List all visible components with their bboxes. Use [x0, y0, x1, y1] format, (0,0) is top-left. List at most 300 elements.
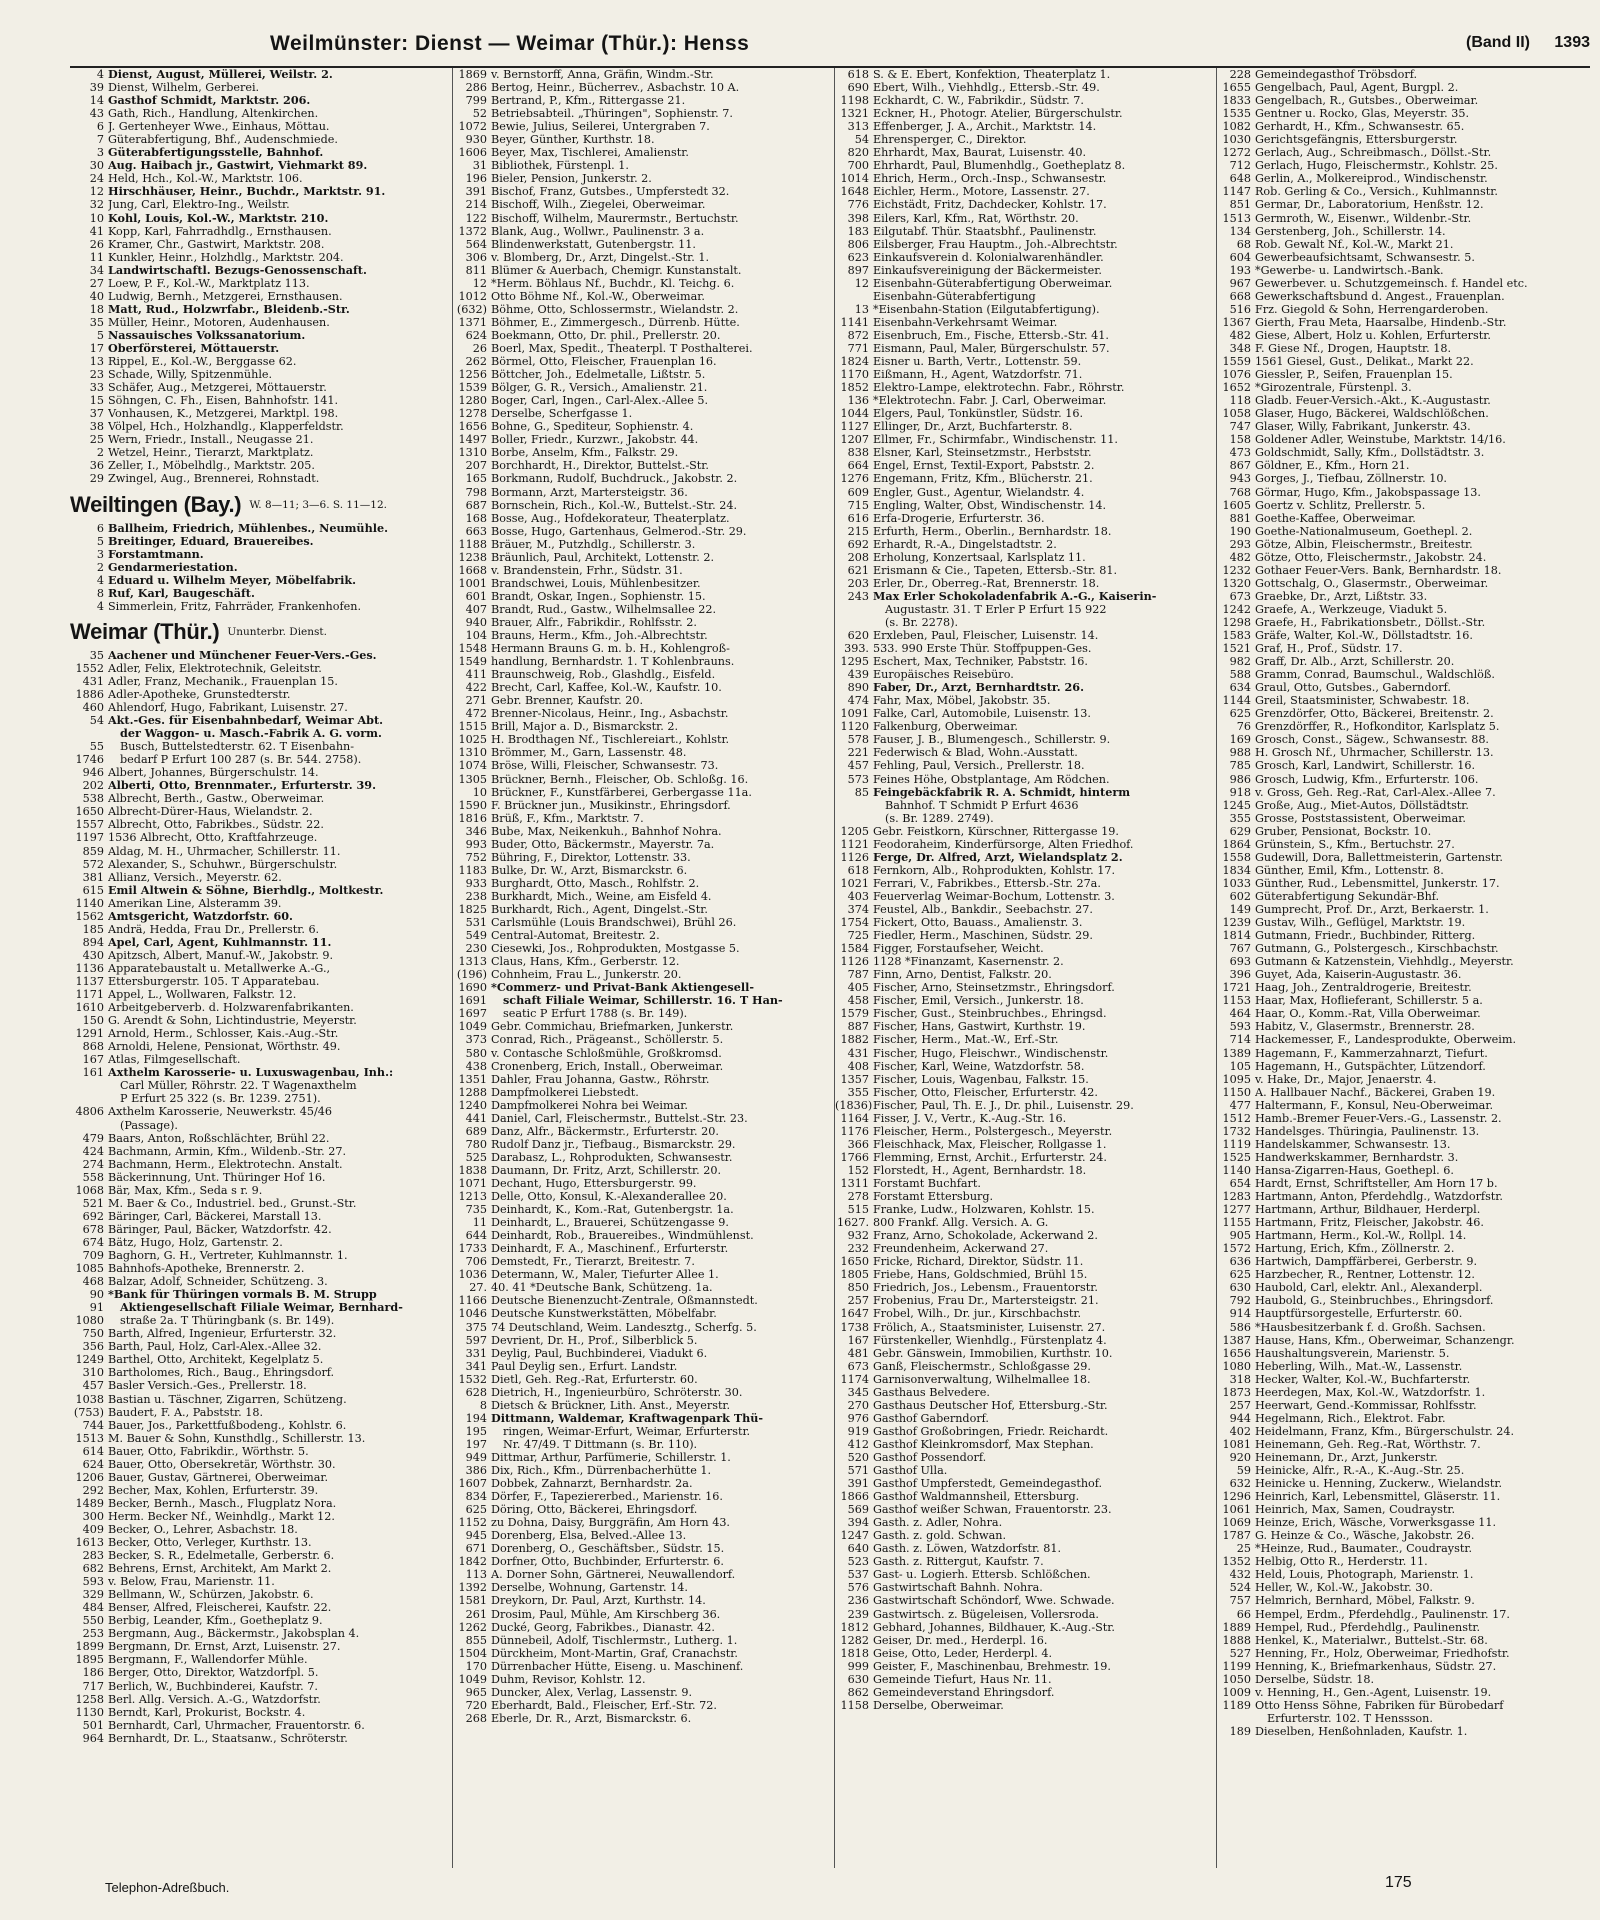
subscriber-text: v. Below, Frau, Marienstr. 11. [108, 1575, 275, 1589]
telephone-number: 34 [89, 263, 104, 277]
subscriber-text: Germroth, W., Eisenwr., Wildenbr.-Str. [1255, 211, 1472, 225]
subscriber-text: Kramer, Chr., Gastwirt, Marktstr. 208. [108, 237, 325, 251]
directory-entry [835, 525, 1207, 538]
directory-entry [1217, 838, 1589, 851]
telephone-number: 1298 [1222, 615, 1251, 629]
section-place-name: Weiltingen (Bay.) [70, 491, 242, 517]
directory-entry [835, 1020, 1207, 1033]
directory-entry [70, 1236, 442, 1249]
telephone-number: 625 [465, 1503, 487, 1517]
subscriber-text: Daumann, Dr. Fritz, Arzt, Schillerstr. 20. [491, 1163, 722, 1177]
directory-entry [1217, 1216, 1589, 1229]
directory-entry-continuation [453, 1438, 825, 1451]
telephone-number: 431 [847, 1046, 869, 1060]
telephone-number: 690 [847, 81, 869, 95]
subscriber-text: Dechant, Hugo, Ettersburgerstr. 99. [491, 1176, 697, 1190]
subscriber-text: Baghorn, G. H., Vertreter, Kuhlmannstr. 1. [108, 1248, 348, 1262]
telephone-number: 1021 [840, 876, 869, 890]
directory-entry [70, 1549, 442, 1562]
telephone-number: 366 [847, 1137, 869, 1151]
telephone-number: 1668 [458, 563, 487, 577]
subscriber-text: Deinhardt, L., Brauerei, Schützengasse 9. [491, 1216, 729, 1230]
subscriber-text: Gasthof Großobringen, Friedr. Reichardt. [873, 1424, 1109, 1438]
directory-entry [835, 407, 1207, 420]
telephone-number: 30 [89, 159, 104, 173]
directory-entry [835, 1099, 1207, 1112]
telephone-number: 609 [847, 485, 869, 499]
subscriber-text: Gengelbach, Paul, Agent, Burgpl. 2. [1255, 81, 1459, 95]
directory-entry [835, 1307, 1207, 1320]
directory-entry [453, 368, 825, 381]
directory-entry [1217, 499, 1589, 512]
telephone-number: 930 [465, 133, 487, 147]
directory-entry [70, 988, 442, 1001]
subscriber-text: A. Hallbauer Nachf., Bäckerei, Graben 19. [1255, 1085, 1496, 1099]
subscriber-text: Max Erler Schokoladenfabrik A.-G., Kaiserin- [873, 589, 1157, 603]
subscriber-text: Gebr. Brenner, Kaufstr. 20. [491, 694, 644, 708]
directory-entry [70, 81, 442, 94]
subscriber-text: Otto Henss Söhne, Fabriken für Bürobedarf [1255, 1698, 1504, 1712]
subscriber-text: Devrient, Dr. H., Prof., Silberblick 5. [491, 1333, 698, 1347]
directory-entry [70, 688, 442, 701]
telephone-number: 1581 [458, 1594, 487, 1608]
telephone-number: (196) [456, 968, 487, 982]
directory-entry [835, 329, 1207, 342]
telephone-number: 1140 [1222, 1163, 1251, 1177]
subscriber-text: Gastwirtsch. z. Bügeleisen, Vollersroda. [873, 1607, 1099, 1621]
directory-entry [1217, 1568, 1589, 1581]
directory-entry [70, 1340, 442, 1353]
directory-entry [1217, 1334, 1589, 1347]
subscriber-text: Gladb. Feuer-Versich.-Akt., K.-Augustastr. [1255, 394, 1491, 408]
subscriber-text: Vonhausen, K., Metzgerei, Marktpl. 198. [108, 407, 339, 421]
telephone-number: 806 [847, 237, 869, 251]
directory-entry [835, 1699, 1207, 1712]
subscriber-text: Gutmann, Friedr., Buchbinder, Ritterg. [1255, 929, 1476, 943]
directory-entry [70, 871, 442, 884]
directory-entry [453, 1529, 825, 1542]
telephone-number: 940 [465, 615, 487, 629]
subscriber-text: Gerlach, Aug., Schreibmasch., Döllst.-Str. [1255, 146, 1492, 160]
telephone-number: 66 [1236, 1607, 1251, 1621]
telephone-number: 1579 [840, 1007, 869, 1021]
directory-entry [70, 472, 442, 485]
subscriber-text: Geiser, Dr. med., Herderpl. 16. [873, 1633, 1048, 1647]
telephone-number: 76 [1236, 720, 1251, 734]
telephone-number: 692 [82, 1209, 104, 1223]
telephone-number: 586 [1229, 1320, 1251, 1334]
directory-entry [1217, 1321, 1589, 1334]
directory-entry [453, 1594, 825, 1607]
directory-entry [453, 955, 825, 968]
directory-entry [70, 1327, 442, 1340]
telephone-number: 1895 [75, 1653, 104, 1667]
subscriber-text: F. Brückner jun., Musikinstr., Ehringsdorf. [491, 798, 731, 812]
directory-entry [453, 773, 825, 786]
telephone-number: 196 [465, 172, 487, 186]
telephone-number: 1583 [1222, 629, 1251, 643]
directory-entry [1217, 1660, 1589, 1673]
telephone-number: 6 [96, 521, 104, 535]
directory-entry [453, 825, 825, 838]
directory-entry [70, 662, 442, 675]
directory-entry [1217, 1242, 1589, 1255]
directory-entry [1217, 146, 1589, 159]
directory-entry [453, 590, 825, 603]
telephone-number: 1127 [840, 420, 869, 434]
telephone-number [835, 812, 873, 825]
subscriber-text: Bachmann, Armin, Kfm., Wildenb.-Str. 27. [108, 1144, 346, 1158]
subscriber-text: Braunschweig, Rob., Glashdlg., Eisfeld. [491, 668, 716, 682]
subscriber-text: 800 Frankf. Allg. Versich. A. G. [873, 1216, 1049, 1230]
subscriber-text: Fürstenkeller, Wienhdlg., Fürstenplatz 4. [873, 1333, 1107, 1347]
directory-entry [835, 133, 1207, 146]
directory-entry [1217, 955, 1589, 968]
subscriber-text: Wern, Friedr., Install., Neugasse 21. [108, 433, 314, 447]
subscriber-text: Held, Louis, Photograph, Marienstr. 1. [1255, 1568, 1474, 1582]
telephone-number: (1836) [835, 1098, 873, 1112]
telephone-number: 636 [1229, 1255, 1251, 1269]
directory-entry [70, 1288, 442, 1301]
subscriber-text: Müller, Heinr., Motoren, Audenhausen. [108, 315, 330, 329]
directory-entry [835, 94, 1207, 107]
telephone-number: 4806 [75, 1105, 104, 1119]
subscriber-text: Gasth. z. Adler, Nohra. [873, 1516, 1003, 1530]
telephone-number: 257 [847, 1294, 869, 1308]
telephone-number: 640 [847, 1542, 869, 1556]
telephone-number: 457 [82, 1379, 104, 1393]
subscriber-text: Ehrensperger, C., Direktor. [873, 133, 1027, 147]
telephone-number: 1030 [1222, 133, 1251, 147]
telephone-number: 1050 [1222, 1672, 1251, 1686]
subscriber-text: Harzbecher, R., Rentner, Lottenstr. 12. [1255, 1268, 1475, 1282]
subscriber-text: Betriebsabteil. „Thüringen", Sophienstr. 7. [491, 107, 733, 121]
telephone-number: 615 [82, 883, 104, 897]
subscriber-text: Beyer, Günther, Kurthstr. 18. [491, 133, 655, 147]
directory-entry [835, 746, 1207, 759]
telephone-number: 604 [1229, 250, 1251, 264]
telephone-number: 27 [89, 276, 104, 290]
directory-entry [70, 1132, 442, 1145]
subscriber-text: Europäisches Reisebüro. [873, 668, 1014, 682]
telephone-number: 776 [847, 198, 869, 212]
subscriber-text: Goldener Adler, Weinstube, Marktstr. 14/16. [1255, 433, 1506, 447]
subscriber-text: Eisenbahn-Güterabfertigung Oberweimar. [873, 276, 1113, 290]
subscriber-text: Rob. Gerling & Co., Versich., Kuhlmannstr. [1255, 185, 1498, 199]
telephone-number: 271 [465, 694, 487, 708]
telephone-number: (753) [73, 1405, 104, 1419]
directory-entry [453, 877, 825, 890]
subscriber-text: Bohne, G., Spediteur, Sophienstr. 4. [491, 420, 694, 434]
telephone-number: 1080 [1222, 1359, 1251, 1373]
directory-entry [1217, 733, 1589, 746]
subscriber-text: Handelskammer, Schwansestr. 13. [1255, 1137, 1451, 1151]
directory-entry [1217, 590, 1589, 603]
directory-entry [835, 264, 1207, 277]
subscriber-text: Dietl, Geh. Reg.-Rat, Erfurterstr. 60. [491, 1372, 698, 1386]
telephone-number: 1357 [840, 1072, 869, 1086]
subscriber-text: Heinemann, Dr., Arzt, Junkerstr. [1255, 1450, 1438, 1464]
subscriber-text: Hempel, Rud., Pferdehdlg., Paulinenstr. [1255, 1620, 1481, 1634]
telephone-number [70, 1119, 108, 1132]
telephone-number: 1158 [840, 1698, 869, 1712]
telephone-number: 1155 [1222, 1216, 1251, 1230]
subscriber-text: Dittmar, Arthur, Parfümerie, Schillerstr. 1. [491, 1450, 731, 1464]
directory-entry [70, 649, 442, 662]
subscriber-text: Gothaer Feuer-Vers. Bank, Bernhardstr. 18. [1255, 563, 1502, 577]
subscriber-text: Eisner u. Barth, Vertr., Lottenstr. 59. [873, 355, 1082, 369]
directory-entry [835, 394, 1207, 407]
subscriber-text: Ehrhardt, Max, Baurat, Luisenstr. 40. [873, 146, 1087, 160]
telephone-number: 1001 [458, 576, 487, 590]
directory-entry [835, 342, 1207, 355]
telephone-number: (632) [456, 302, 487, 316]
telephone-number: 25 [1236, 1542, 1251, 1556]
telephone-number: 1888 [1222, 1633, 1251, 1647]
telephone-number: 26 [89, 237, 104, 251]
subscriber-text: Hartwich, Dampffärberei, Gerberstr. 9. [1255, 1255, 1478, 1269]
telephone-number: 859 [82, 844, 104, 858]
telephone-number: 689 [465, 1124, 487, 1138]
page-header [70, 26, 1590, 68]
telephone-number: 38 [89, 420, 104, 434]
subscriber-text: Gruber, Pensionat, Bockstr. 10. [1255, 824, 1432, 838]
subscriber-text: *Commerz- und Privat-Bank Aktiengesell- [491, 981, 754, 995]
telephone-number: 1239 [1222, 916, 1251, 930]
subscriber-text: Hartmann, Fritz, Fleischer, Jakobstr. 46. [1255, 1216, 1484, 1230]
telephone-number: 1371 [458, 315, 487, 329]
subscriber-text: Freundenheim, Ackerwand 27. [873, 1242, 1049, 1256]
directory-entry [453, 499, 825, 512]
directory-entry [835, 277, 1207, 290]
directory-column-4 [1216, 68, 1589, 1868]
subscriber-text: Boger, Carl, Ingen., Carl-Alex.-Allee 5. [491, 394, 709, 408]
telephone-number: 1176 [840, 1124, 869, 1138]
telephone-number: 1213 [458, 1190, 487, 1204]
directory-entry [1217, 459, 1589, 472]
directory-entry [453, 446, 825, 459]
telephone-number: 1313 [458, 955, 487, 969]
directory-entry [453, 812, 825, 825]
telephone-number: 207 [465, 459, 487, 473]
directory-column-2 [452, 68, 825, 1868]
telephone-number: 7 [96, 133, 104, 147]
subscriber-text: Haar, Max, Hoflieferant, Schillerstr. 5 a. [1255, 994, 1483, 1008]
subscriber-text: Brill, Major a. D., Bismarckstr. 2. [491, 720, 679, 734]
directory-entry [70, 884, 442, 897]
subscriber-text: Erxleben, Paul, Fleischer, Luisenstr. 14. [873, 629, 1099, 643]
subscriber-text: Bulke, Dr. W., Arzt, Bismarckstr. 6. [491, 863, 688, 877]
subscriber-text: Gierth, Frau Meta, Haarsalbe, Hindenb.-Str. [1255, 315, 1507, 329]
directory-entry [1217, 355, 1589, 368]
directory-entry [835, 499, 1207, 512]
subscriber-text: Handwerkskammer, Bernhardstr. 3. [1255, 1150, 1459, 1164]
subscriber-text: Gustav, Wilh., Geflügel, Marktstr. 19. [1255, 916, 1466, 930]
telephone-number: 4 [96, 599, 104, 613]
directory-entry [1217, 746, 1589, 759]
directory-entry [835, 225, 1207, 238]
telephone-number: 1171 [75, 988, 104, 1002]
subscriber-text: Bischoff, Wilhelm, Maurermstr., Bertuchstr. [491, 211, 739, 225]
telephone-number: 54 [89, 714, 104, 728]
directory-entry [453, 1190, 825, 1203]
directory-entry [70, 1497, 442, 1510]
directory-entry [1217, 107, 1589, 120]
subscriber-text: Albrecht, Otto, Fabrikbes., Südstr. 22. [108, 818, 324, 832]
subscriber-text: Basler Versich.-Ges., Prellerstr. 18. [108, 1379, 307, 1393]
subscriber-text: Henning, K., Briefmarkenhaus, Südstr. 27. [1255, 1659, 1497, 1673]
subscriber-text: Ballheim, Friedrich, Mühlenbes., Neumühle. [108, 521, 388, 535]
directory-entry [453, 303, 825, 316]
directory-entry [835, 825, 1207, 838]
subscriber-text: Boller, Friedr., Kurzwr., Jakobstr. 44. [491, 433, 699, 447]
directory-entry [70, 975, 442, 988]
telephone-number: 944 [1229, 1411, 1251, 1425]
directory-entry [453, 838, 825, 851]
directory-entry [835, 1490, 1207, 1503]
directory-entry [835, 564, 1207, 577]
telephone-number: 616 [847, 511, 869, 525]
directory-entry [70, 845, 442, 858]
telephone-number: 473 [1229, 446, 1251, 460]
subscriber-text: Glaser, Hugo, Bäckerei, Waldschlößchen. [1255, 407, 1489, 421]
directory-entry [835, 1216, 1207, 1229]
telephone-number: 464 [1229, 1007, 1251, 1021]
telephone-number: 310 [82, 1366, 104, 1380]
directory-entry [453, 1360, 825, 1373]
telephone-number: 197 [465, 1437, 487, 1451]
subscriber-text: Helbig, Otto R., Herderstr. 11. [1255, 1555, 1428, 1569]
directory-entry [453, 159, 825, 172]
telephone-number: 1258 [75, 1692, 104, 1706]
subscriber-text: Ehrhardt, Paul, Blumenhdlg., Goetheplatz 8. [873, 159, 1126, 173]
telephone-number: 894 [82, 935, 104, 949]
directory-entry [835, 955, 1207, 968]
telephone-number: 1387 [1222, 1333, 1251, 1347]
subscriber-text: Oberförsterei, Möttauerstr. [108, 341, 280, 355]
telephone-number: 1242 [1222, 602, 1251, 616]
telephone-number: 1513 [1222, 211, 1251, 225]
subscriber-text: Gentner u. Rocko, Glas, Meyerstr. 35. [1255, 107, 1470, 121]
directory-entry [835, 1503, 1207, 1516]
directory-entry [70, 198, 442, 211]
subscriber-text: Central-Automat, Breitestr. 2. [491, 929, 660, 943]
directory-entry [453, 394, 825, 407]
directory-entry [70, 1562, 442, 1575]
telephone-number: 1549 [458, 655, 487, 669]
telephone-number: 1584 [840, 942, 869, 956]
directory-entry [70, 368, 442, 381]
subscriber-text: Kunkler, Heinr., Holzhdlg., Marktstr. 204. [108, 250, 344, 264]
subscriber-text: Arnoldi, Helene, Pensionat, Wörthstr. 49. [108, 1040, 341, 1054]
telephone-number: 1080 [75, 1314, 104, 1328]
subscriber-text: Engemann, Fritz, Kfm., Blücherstr. 21. [873, 472, 1093, 486]
telephone-number: 31 [472, 159, 487, 173]
telephone-number: 1068 [75, 1183, 104, 1197]
subscriber-text: Fleischer, Herm., Polstergesch., Meyerstr. [873, 1124, 1113, 1138]
directory-entry [70, 433, 442, 446]
subscriber-text: J. Gertenheyer Wwe., Einhaus, Möttau. [108, 120, 330, 134]
subscriber-text: v. Bernstorff, Anna, Gräfin, Windm.-Str. [491, 68, 714, 81]
telephone-number: 167 [847, 1333, 869, 1347]
telephone-number: 262 [465, 355, 487, 369]
directory-entry [1217, 1542, 1589, 1555]
telephone-number: 356 [82, 1340, 104, 1354]
directory-entry [1217, 1255, 1589, 1268]
directory-entry [453, 786, 825, 799]
subscriber-text: Berndt, Karl, Prokurist, Bockstr. 4. [108, 1705, 306, 1719]
telephone-number: 136 [847, 394, 869, 408]
directory-entry [453, 577, 825, 590]
directory-entry [70, 1445, 442, 1458]
subscriber-text: Brömmer, M., Garn, Lassenstr. 48. [491, 746, 687, 760]
directory-entry [453, 1503, 825, 1516]
subscriber-text: Frobenius, Frau Dr., Martersteigstr. 21. [873, 1294, 1099, 1308]
subscriber-text: Germar, Dr., Laboratorium, Henßstr. 12. [1255, 198, 1484, 212]
telephone-number: 654 [1229, 1176, 1251, 1190]
subscriber-text: M. Baer & Co., Industriel. bed., Grunst.-Str. [108, 1196, 357, 1210]
subscriber-text: Bieler, Pension, Junkerstr. 2. [491, 172, 652, 186]
subscriber-text: Arnold, Herm., Schlosser, Kais.-Aug.-Str. [108, 1027, 339, 1041]
telephone-number: 1276 [840, 472, 869, 486]
telephone-number: 1095 [1222, 1072, 1251, 1086]
directory-entry-continuation [70, 1079, 442, 1092]
subscriber-text: bedarf P Erfurt 100 287 (s. Br. 544. 2758). [120, 753, 362, 767]
telephone-number: 531 [465, 916, 487, 930]
subscriber-text: Eißmann, H., Agent, Watzdorfstr. 71. [873, 368, 1083, 382]
telephone-number: 122 [465, 211, 487, 225]
directory-entry [1217, 1073, 1589, 1086]
telephone-number: 3 [96, 547, 104, 561]
directory-entry [1217, 942, 1589, 955]
telephone-number: 1249 [75, 1353, 104, 1367]
telephone-number: 1144 [1222, 694, 1251, 708]
subscriber-text: Dix, Rich., Kfm., Dürrenbacherhütte 1. [491, 1464, 712, 1478]
directory-entry [1217, 1099, 1589, 1112]
directory-entry [453, 746, 825, 759]
directory-entry [835, 1555, 1207, 1568]
telephone-number: 2 [96, 446, 104, 460]
subscriber-text: Matt, Rud., Holzwrfabr., Bleidenb.-Str. [108, 302, 350, 316]
directory-entry [835, 1594, 1207, 1607]
directory-entry [1217, 1229, 1589, 1242]
directory-entry [453, 1060, 825, 1073]
telephone-number: 424 [82, 1144, 104, 1158]
telephone-number: 1272 [1222, 146, 1251, 160]
directory-entry [453, 1125, 825, 1138]
directory-entry [70, 420, 442, 433]
directory-entry [70, 949, 442, 962]
subscriber-text: Gumprecht, Prof. Dr., Arzt, Berkaerstr. 1. [1255, 903, 1489, 916]
telephone-number: 313 [847, 120, 869, 134]
subscriber-text: Buder, Otto, Bäckermstr., Mayerstr. 7a. [491, 837, 715, 851]
directory-entry [1217, 472, 1589, 485]
subscriber-text: Heinemann, Geh. Reg.-Rat, Wörthstr. 7. [1255, 1437, 1481, 1451]
directory-entry [835, 864, 1207, 877]
directory-entry [453, 1307, 825, 1320]
telephone-number: 1061 [1222, 1503, 1251, 1517]
directory-entry [1217, 929, 1589, 942]
directory-entry [835, 512, 1207, 525]
subscriber-text: Bernhardt, Carl, Uhrmacher, Frauentorstr. 6. [108, 1718, 365, 1732]
telephone-number: 393. [844, 642, 869, 656]
directory-column-3 [834, 68, 1207, 1868]
directory-entry [1217, 968, 1589, 981]
telephone-number: 185 [82, 922, 104, 936]
telephone-number: 986 [1229, 772, 1251, 786]
section-place-name: Weimar (Thür.) [70, 618, 220, 644]
subscriber-text: Deinhardt, Rob., Brauereibes., Windmühlenst. [491, 1229, 754, 1243]
